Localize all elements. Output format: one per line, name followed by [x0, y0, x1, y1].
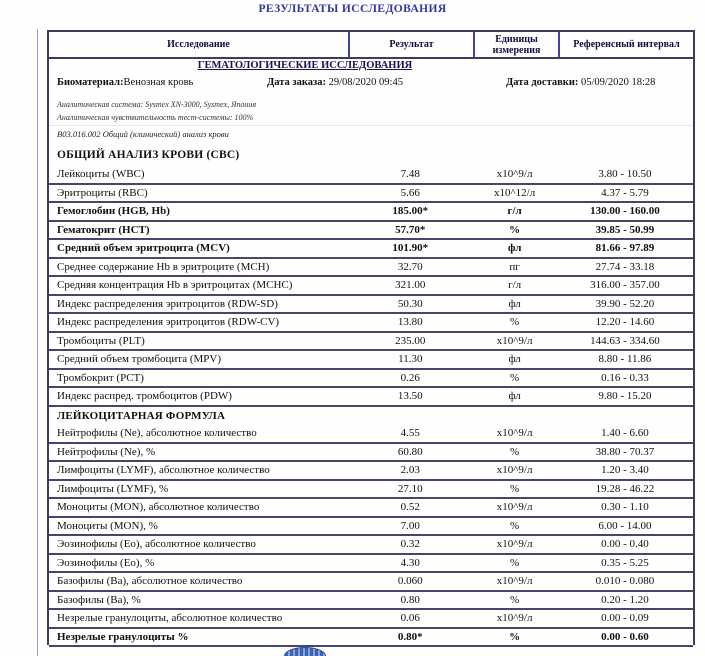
cell-units: пг [509, 260, 520, 273]
cell-name: Моноциты (MON), абсолютное количество [57, 501, 260, 514]
cell-reference: 19.28 - 46.22 [595, 482, 655, 495]
table-header-row [49, 32, 693, 59]
cell-name: Гематокрит (HCT) [57, 223, 150, 236]
cell-name: Индекс распределения эритроцитов (RDW-CV) [57, 316, 280, 329]
cell-units: % [510, 445, 520, 458]
table-row [49, 573, 693, 592]
table-row [49, 536, 693, 555]
column-header-result: Результат [350, 32, 475, 57]
table-row [49, 370, 693, 389]
cell-units: фл [508, 390, 521, 403]
cell-result: 321.00 [395, 279, 426, 292]
cell-units: % [510, 519, 520, 532]
cell-result: 101.90* [392, 242, 429, 255]
cell-reference: 1.40 - 6.60 [601, 427, 649, 440]
section-title-text: ГЕМАТОЛОГИЧЕСКИЕ ИССЛЕДОВАНИЯ [197, 60, 413, 71]
cell-result: 13.50 [397, 390, 423, 403]
cell-name: Среднее содержание Hb в эритроците (MCH) [57, 260, 270, 273]
cell-result: 0.26 [400, 371, 420, 384]
cell-name: Эритроциты (RBC) [57, 186, 148, 199]
cell-units: г/л [508, 279, 522, 292]
column-header-units: Единицы измерения [475, 32, 560, 57]
table-row [49, 277, 693, 296]
cell-name: Лимфоциты (LYMF), абсолютное количество [57, 464, 270, 477]
cell-result: 50.30 [397, 297, 423, 310]
cell-reference: 0.35 - 5.25 [601, 556, 649, 569]
cell-units: % [510, 593, 520, 606]
test-code-line: B03.016.002 Общий (клинический) анализ крови [57, 129, 229, 139]
cell-name: Нейтрофилы (Ne), абсолютное количество [57, 427, 257, 440]
cell-reference: 144.63 - 334.60 [590, 334, 660, 347]
table-row [49, 185, 693, 204]
cell-result: 13.80 [397, 316, 423, 329]
results-table [47, 30, 695, 645]
cell-result: 7.00 [400, 519, 420, 532]
page-frame-line [37, 29, 38, 656]
delivery-date-label: Дата доставки: [506, 77, 579, 88]
cell-name: Моноциты (MON), % [57, 519, 158, 532]
cell-name: Эозинофилы (Eo), % [57, 556, 155, 569]
analytical-notes [49, 95, 693, 123]
column-header-study: Исследование [49, 32, 350, 57]
table-body [49, 143, 693, 647]
order-date-label: Дата заказа: [267, 77, 326, 88]
cell-result: 0.060 [397, 575, 423, 588]
cell-result: 0.52 [400, 501, 420, 514]
cell-result: 0.80* [397, 630, 423, 643]
section-row [49, 143, 693, 166]
table-row [49, 259, 693, 278]
order-date-field [267, 77, 403, 88]
cell-result: 4.30 [400, 556, 420, 569]
cell-reference: 9.80 - 15.20 [598, 390, 652, 403]
cell-reference: 81.66 - 97.89 [595, 242, 655, 255]
cell-result: 5.66 [400, 186, 420, 199]
table-row [49, 425, 693, 444]
cell-result: 0.06 [400, 612, 420, 625]
cell-name: Средний объем тромбоцита (MPV) [57, 353, 221, 366]
cell-result: 235.00 [395, 334, 426, 347]
table-row [49, 203, 693, 222]
table-row [49, 222, 693, 241]
cell-reference: 6.00 - 14.00 [598, 519, 652, 532]
cell-units: % [509, 630, 521, 643]
order-date-value: 29/08/2020 09:45 [328, 77, 403, 88]
cell-units: г/л [507, 205, 522, 218]
cell-reference: 8.80 - 11.86 [598, 353, 652, 366]
cell-name: Базофилы (Ba), абсолютное количество [57, 575, 243, 588]
cell-name: Гемоглобин (HGB, Hb) [57, 205, 170, 218]
cell-units: % [510, 482, 520, 495]
cell-result: 57.70* [395, 223, 426, 236]
cell-result: 0.32 [400, 538, 420, 551]
delivery-date-value: 05/09/2020 18:28 [581, 77, 656, 88]
cell-name: Тромбоциты (PLT) [57, 334, 145, 347]
divider-line [49, 125, 693, 126]
table-row [49, 555, 693, 574]
cell-reference: 3.80 - 10.50 [598, 168, 652, 181]
table-row [49, 444, 693, 463]
cell-units: фл [507, 242, 522, 255]
table-row [49, 351, 693, 370]
cell-name: Средняя концентрация Hb в эритроцитах (MCHC) [57, 279, 293, 292]
cell-reference: 0.20 - 1.20 [601, 593, 649, 606]
table-row [49, 388, 693, 407]
cell-reference: 0.010 - 0.080 [595, 575, 655, 588]
cell-units: фл [508, 353, 521, 366]
cell-result: 60.80 [397, 445, 423, 458]
section-row-title: ЛЕЙКОЦИТАРНАЯ ФОРМУЛА [57, 409, 226, 422]
cell-reference: 27.74 - 33.18 [595, 260, 655, 273]
cell-reference: 39.85 - 50.99 [595, 223, 655, 236]
table-row [49, 629, 693, 648]
cell-reference: 1.20 - 3.40 [601, 464, 649, 477]
cell-units: x10^9/л [496, 464, 533, 477]
section-row [49, 407, 693, 426]
cell-reference: 0.00 - 0.09 [601, 612, 649, 625]
cell-reference: 0.00 - 0.60 [601, 630, 649, 643]
cell-reference: 0.00 - 0.40 [601, 538, 649, 551]
cell-name: Лимфоциты (LYMF), % [57, 482, 169, 495]
table-row [49, 481, 693, 500]
cell-units: фл [508, 297, 521, 310]
cell-name: Лейкоциты (WBC) [57, 168, 145, 181]
cell-units: % [510, 371, 520, 384]
cell-reference: 4.37 - 5.79 [601, 186, 649, 199]
table-row [49, 240, 693, 259]
analytical-system-note: Аналитическая система: Sysmex XN-3000, Sysmex, Япония [57, 100, 257, 109]
page-title: РЕЗУЛЬТАТЫ ИССЛЕДОВАНИЯ [258, 3, 447, 15]
table-row [49, 166, 693, 185]
table-row [49, 314, 693, 333]
table-row [49, 592, 693, 611]
cell-units: % [510, 556, 520, 569]
cell-reference: 0.30 - 1.10 [601, 501, 649, 514]
table-row [49, 333, 693, 352]
cell-result: 185.00* [392, 205, 429, 218]
cell-name: Эозинофилы (Eo), абсолютное количество [57, 538, 256, 551]
cell-name: Нейтрофилы (Ne), % [57, 445, 156, 458]
table-row [49, 462, 693, 481]
cell-reference: 12.20 - 14.60 [595, 316, 655, 329]
table-row [49, 610, 693, 629]
table-row [49, 518, 693, 537]
cell-reference: 0.16 - 0.33 [601, 371, 649, 384]
cell-units: x10^9/л [496, 168, 533, 181]
cell-units: x10^9/л [496, 501, 533, 514]
cell-units: % [509, 223, 521, 236]
biomaterial-field [57, 77, 193, 88]
analytical-sensitivity-note: Аналитическая чувствительность тест-системы: 100% [57, 113, 254, 122]
cell-units: x10^9/л [496, 427, 533, 440]
biomaterial-value: Венозная кровь [123, 77, 194, 88]
biomaterial-label: Биоматериал: [57, 77, 124, 88]
cell-result: 4.55 [400, 427, 420, 440]
cell-units: % [510, 316, 520, 329]
cell-reference: 130.00 - 160.00 [590, 205, 660, 218]
cell-units: x10^12/л [494, 186, 536, 199]
cell-units: x10^9/л [496, 575, 533, 588]
cell-name: Базофилы (Ba), % [57, 593, 141, 606]
cell-result: 11.30 [398, 353, 423, 366]
cell-reference: 39.90 - 52.20 [595, 297, 655, 310]
cell-result: 2.03 [400, 464, 420, 477]
cell-name: Тромбокрит (PCT) [57, 371, 144, 384]
cell-result: 32.70 [397, 260, 423, 273]
cell-name: Индекс распред. тромбоцитов (PDW) [57, 390, 232, 403]
cell-reference: 316.00 - 357.00 [590, 279, 660, 292]
table-row [49, 296, 693, 315]
cell-result: 0.80 [400, 593, 420, 606]
cell-name: Незрелые гранулоциты, абсолютное количество [57, 612, 283, 625]
cell-units: x10^9/л [496, 612, 533, 625]
cell-result: 7.48 [400, 168, 420, 181]
cell-units: x10^9/л [496, 538, 533, 551]
section-row-title: ОБЩИЙ АНАЛИЗ КРОВИ (CBC) [57, 148, 240, 161]
section-title-hematology [49, 59, 561, 73]
cell-name: Средний объем эритроцита (MCV) [57, 242, 230, 255]
table-row [49, 499, 693, 518]
cell-reference: 38.80 - 70.37 [595, 445, 655, 458]
cell-result: 27.10 [397, 482, 423, 495]
seal-icon [284, 647, 326, 656]
cell-name: Незрелые гранулоциты % [57, 630, 189, 643]
specimen-meta-row [49, 73, 693, 95]
cell-units: x10^9/л [496, 334, 533, 347]
column-header-reference: Референсный интервал [573, 39, 680, 50]
delivery-date-field [506, 77, 655, 88]
cell-name: Индекс распределения эритроцитов (RDW-SD) [57, 297, 278, 310]
